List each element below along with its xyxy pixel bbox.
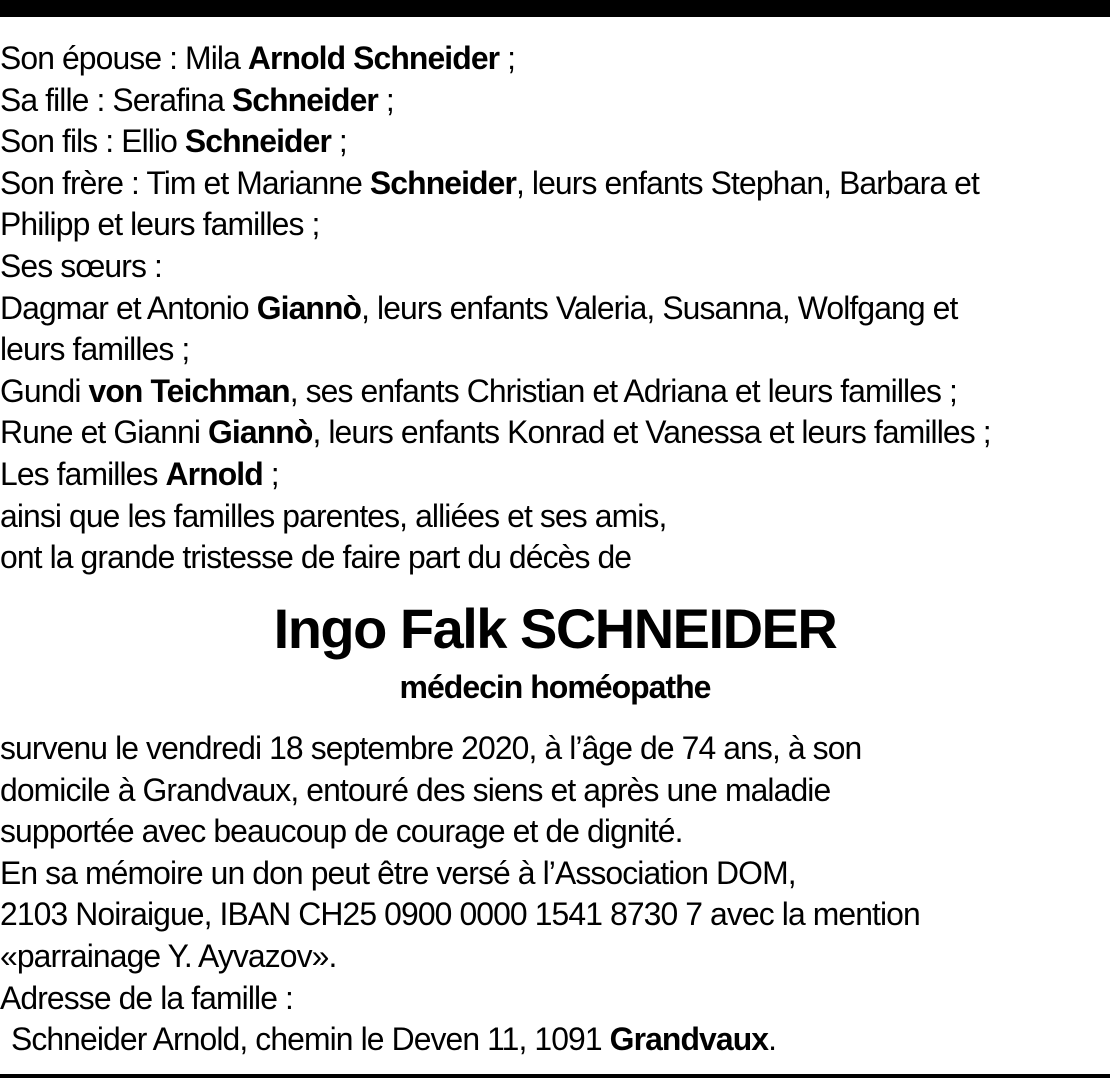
detail-line: En sa mémoire un don peut être versé à l’Association DOM, (0, 854, 796, 891)
relative-line: Son frère : Tim et Marianne Schneider, leurs enfants Stephan, Barbara et (0, 164, 979, 201)
relative-line: Philipp et leurs familles ; (0, 206, 320, 243)
relative-line: Les familles Arnold ; (0, 455, 279, 492)
address-locality: Grandvaux (609, 1021, 769, 1058)
family-name: von Teichman (88, 372, 290, 409)
family-name: Arnold Schneider (247, 40, 500, 76)
relative-line: leurs familles ; (0, 331, 190, 368)
relative-line: Son fils : Ellio Schneider ; (0, 123, 347, 160)
deceased-heading (0, 593, 1110, 709)
relative-line: ont la grande tristesse de faire part du décès de (0, 539, 632, 576)
family-name: Giannò (256, 289, 362, 326)
deceased-profession: médecin homéopathe (399, 669, 711, 705)
relative-line: ainsi que les familles parentes, alliées et ses amis, (0, 497, 667, 534)
family-name: Schneider (231, 81, 378, 118)
family-name: Schneider (184, 123, 331, 160)
detail-line: domicile à Grandvaux, entouré des siens et après une maladie (0, 771, 831, 808)
deceased-name: Ingo Falk SCHNEIDER (273, 597, 837, 660)
relative-line: Son épouse : Mila Arnold Schneider ; (0, 40, 516, 76)
family-name: Schneider (369, 164, 516, 201)
bottom-border-rule (0, 1074, 1110, 1078)
relative-line: Dagmar et Antonio Giannò, leurs enfants Valeria, Susanna, Wolfgang et (0, 289, 958, 326)
detail-line: supportée avec beaucoup de courage et de dignité. (0, 813, 683, 850)
detail-line: «parrainage Y. Ayvazov». (0, 937, 337, 974)
relative-line: Ses sœurs : (0, 247, 162, 284)
detail-line: survenu le vendredi 18 septembre 2020, à l’âge de 74 ans, à son (0, 730, 862, 766)
detail-line: 2103 Noiraigue, IBAN CH25 0900 0000 1541 8730 7 avec la mention (0, 896, 920, 933)
relative-line: Sa fille : Serafina Schneider ; (0, 81, 394, 118)
detail-line: Adresse de la famille : (0, 979, 293, 1016)
notice-details (0, 728, 1110, 1061)
family-name: Arnold (165, 455, 263, 492)
relative-line: Gundi von Teichman, ses enfants Christian et Adriana et leurs familles ; (0, 372, 958, 409)
family-address: Schneider Arnold, chemin le Deven 11, 1091 Grandvaux. (10, 1021, 777, 1058)
relatives-list (0, 38, 1110, 579)
top-border-rule (0, 0, 1110, 17)
family-name: Giannò (208, 414, 313, 451)
relative-line: Rune et Gianni Giannò, leurs enfants Konrad et Vanessa et leurs familles ; (0, 414, 991, 451)
